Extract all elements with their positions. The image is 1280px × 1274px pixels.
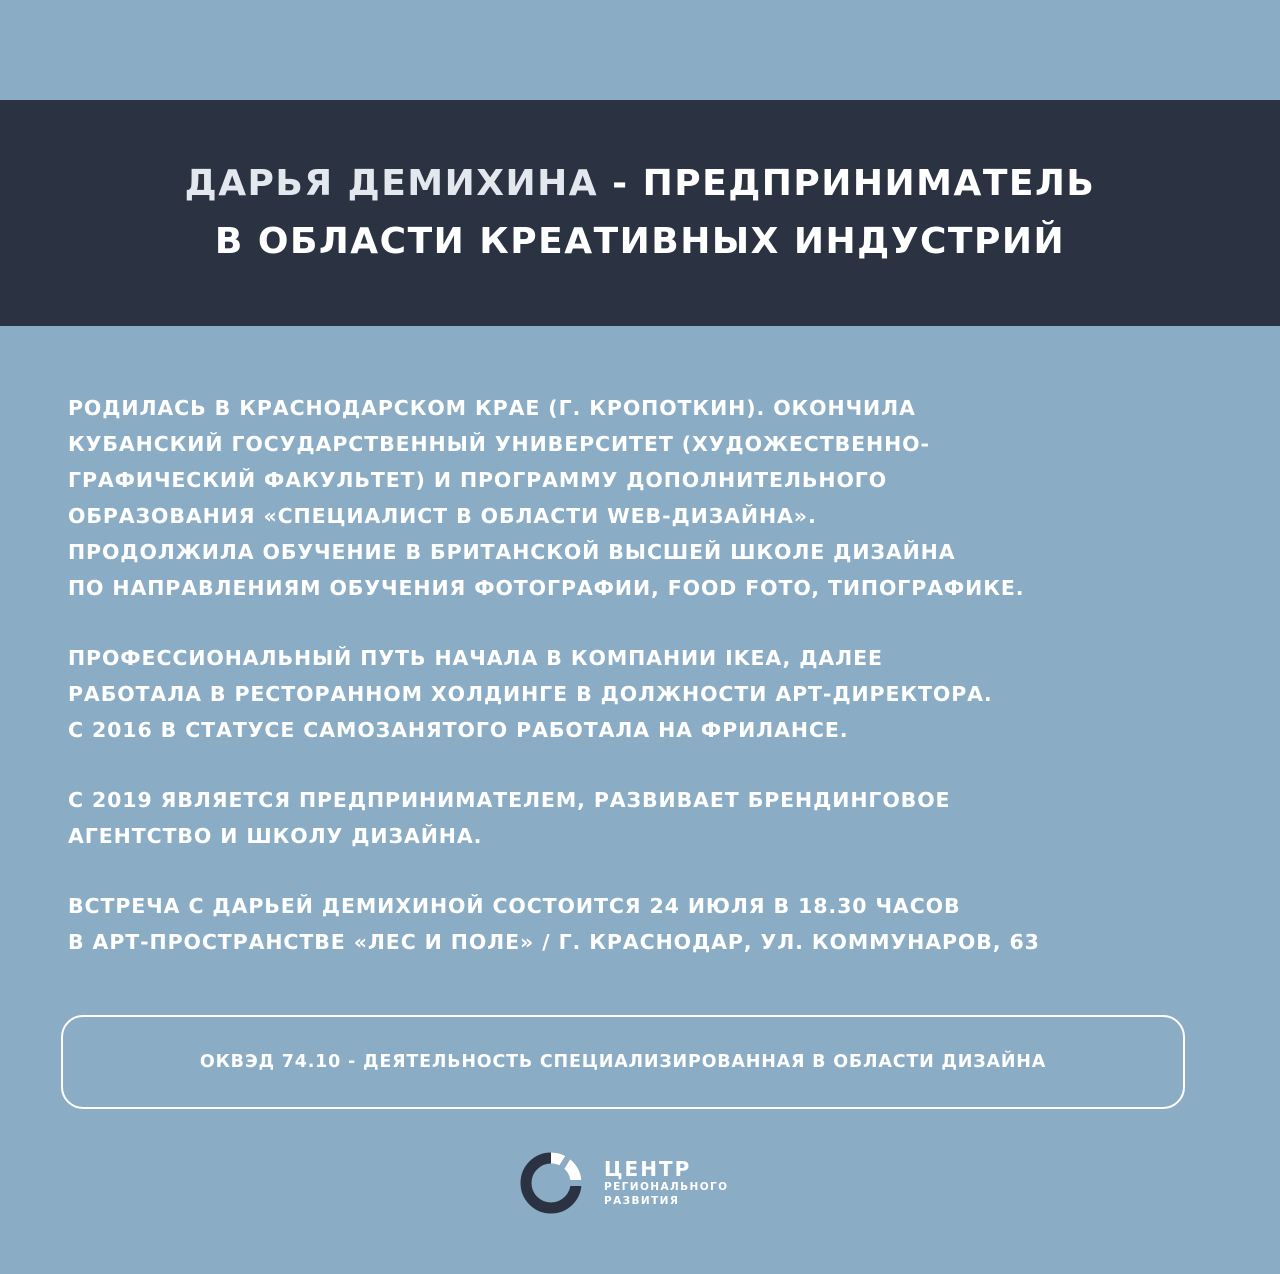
text-line: КУБАНСКИЙ ГОСУДАРСТВЕННЫЙ УНИВЕРСИТЕТ (ХУДОЖЕСТВЕННО- (68, 432, 930, 456)
okved-box (61, 1015, 1185, 1109)
title-role: - ПРЕДПРИНИМАТЕЛЬ (598, 163, 1096, 204)
okved-text: ОКВЭД 74.10 - ДЕЯТЕЛЬНОСТЬ СПЕЦИАЛИЗИРОВАННАЯ В ОБЛАСТИ ДИЗАЙНА (199, 1052, 1047, 1072)
biography-text (68, 390, 1258, 994)
logo-line-1: ЦЕНТР (604, 1157, 692, 1181)
text-line: ПРОФЕССИОНАЛЬНЫЙ ПУТЬ НАЧАЛА В КОМПАНИИ IKEA, ДАЛЕЕ (68, 646, 883, 670)
text-line: ГРАФИЧЕСКИЙ ФАКУЛЬТЕТ) И ПРОГРАММУ ДОПОЛНИТЕЛЬНОГО (68, 468, 888, 492)
paragraph-meeting (68, 888, 1258, 960)
page-title-line-1 (185, 155, 1096, 213)
paragraph-business (68, 782, 1258, 854)
text-line: ОБРАЗОВАНИЯ «СПЕЦИАЛИСТ В ОБЛАСТИ WEB-ДИЗАЙНА». (68, 504, 817, 528)
header-band (0, 100, 1280, 326)
text-line: С 2019 ЯВЛЯЕТСЯ ПРЕДПРИНИМАТЕЛЕМ, РАЗВИВАЕТ БРЕНДИНГОВОЕ (68, 788, 951, 812)
title-name: ДАРЬЯ ДЕМИХИНА (184, 163, 599, 204)
logo-line-2: РЕГИОНАЛЬНОГО (604, 1181, 729, 1193)
logo (518, 1150, 728, 1216)
logo-line-3: РАЗВИТИЯ (604, 1195, 680, 1207)
text-line: АГЕНТСТВО И ШКОЛУ ДИЗАЙНА. (68, 824, 483, 848)
text-line: РАБОТАЛА В РЕСТОРАННОМ ХОЛДИНГЕ В ДОЛЖНОСТИ АРТ-ДИРЕКТОРА. (68, 682, 993, 706)
text-line: ВСТРЕЧА С ДАРЬЕЙ ДЕМИХИНОЙ СОСТОИТСЯ 24 ИЮЛЯ В 18.30 ЧАСОВ (68, 894, 961, 918)
text-line: РОДИЛАСЬ В КРАСНОДАРСКОМ КРАЕ (Г. КРОПОТКИН). ОКОНЧИЛА (68, 396, 916, 420)
logo-text (604, 1158, 728, 1208)
paragraph-education (68, 390, 1258, 606)
text-line: ПРОДОЛЖИЛА ОБУЧЕНИЕ В БРИТАНСКОЙ ВЫСШЕЙ ШКОЛЕ ДИЗАЙНА (68, 540, 956, 564)
page-title-line-2: В ОБЛАСТИ КРЕАТИВНЫХ ИНДУСТРИЙ (214, 221, 1066, 262)
text-line: С 2016 В СТАТУСЕ САМОЗАНЯТОГО РАБОТАЛА НА ФРИЛАНСЕ. (68, 718, 849, 742)
text-line: В АРТ-ПРОСТРАНСТВЕ «ЛЕС И ПОЛЕ» / Г. КРАСНОДАР, УЛ. КОММУНАРОВ, 63 (68, 930, 1040, 954)
ring-logo-icon (518, 1150, 584, 1216)
text-line: ПО НАПРАВЛЕНИЯМ ОБУЧЕНИЯ ФОТОГРАФИИ, FOOD FOTO, ТИПОГРАФИКЕ. (68, 576, 1025, 600)
paragraph-career (68, 640, 1258, 748)
